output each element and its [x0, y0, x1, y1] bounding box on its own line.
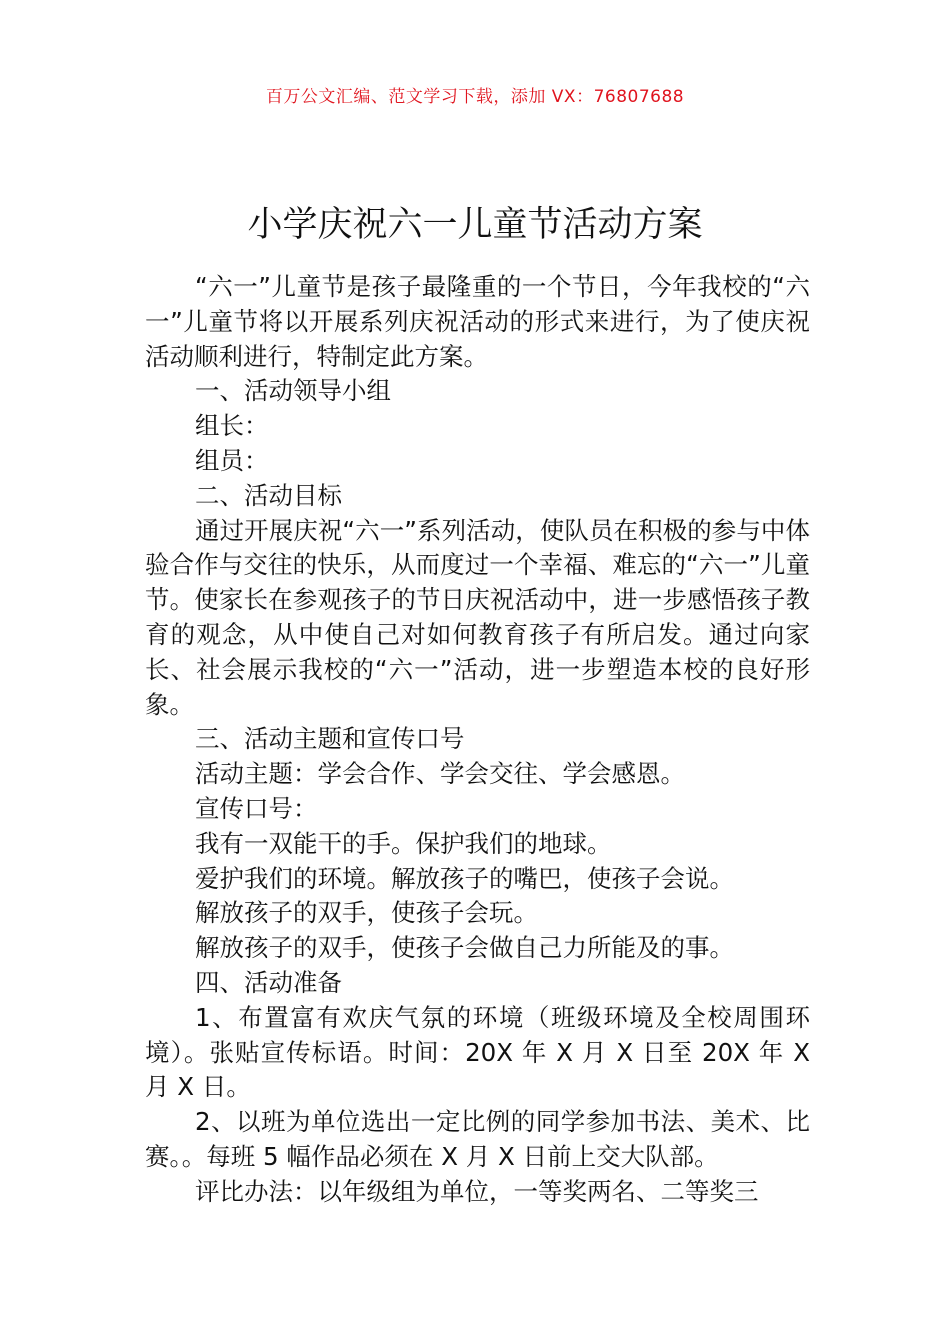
section-heading-goals: 二、活动目标 [195, 480, 342, 510]
header-note: 百万公文汇编、范文学习下载，添加 VX：76807688 [265, 87, 685, 107]
document-title: 小学庆祝六一儿童节活动方案 [247, 205, 703, 246]
evaluation-method: 评比办法：以年级组为单位，一等奖两名、二等奖三 [195, 1176, 759, 1206]
section-heading-theme: 三、活动主题和宣传口号 [195, 724, 465, 754]
preparation-item-1: 1、布置富有欢庆气氛的环境（班级环境及全校周围环境）。张贴宣传标语。时间：20X 年 X 月 X 日至 20X 年 X 月 X 日。 [145, 1002, 810, 1102]
section-heading-preparation: 四、活动准备 [195, 967, 342, 997]
intro-paragraph: “六一”儿童节是孩子最隆重的一个节日，今年我校的“六一”儿童节将以开展系列庆祝活动的形式来进行，为了使庆祝活动顺利进行，特制定此方案。 [145, 272, 810, 371]
slogan-line: 解放孩子的双手，使孩子会做自己力所能及的事。 [195, 933, 734, 963]
section-heading-leadership: 一、活动领导小组 [195, 376, 391, 406]
theme-line: 活动主题：学会合作、学会交往、学会感恩。 [195, 759, 685, 789]
leader-line: 组长： [195, 411, 269, 441]
slogan-line: 我有一双能干的手。保护我们的地球。 [195, 828, 612, 858]
slogan-line: 爱护我们的环境。解放孩子的嘴巴，使孩子会说。 [195, 863, 734, 893]
slogan-heading: 宣传口号： [195, 793, 318, 823]
document-body [145, 270, 810, 1210]
slogan-line: 解放孩子的双手，使孩子会玩。 [195, 898, 538, 928]
goals-paragraph: 通过开展庆祝“六一”系列活动，使队员在积极的参与中体验合作与交往的快乐，从而度过一个幸福、难忘的“六一”儿童节。使家长在参观孩子的节日庆祝活动中，进一步感悟孩子教育的观念，从中使自己对如何教育孩子有所启发。通过向家长、社会展示我校的“六一”活动，进一步塑造本校的良好形象。 [145, 515, 810, 719]
preparation-item-2: 2、以班为单位选出一定比例的同学参加书法、美术、比赛。。每班 5 幅作品必须在 X 月 X 日前上交大队部。 [145, 1107, 810, 1171]
members-line: 组员： [195, 445, 269, 475]
